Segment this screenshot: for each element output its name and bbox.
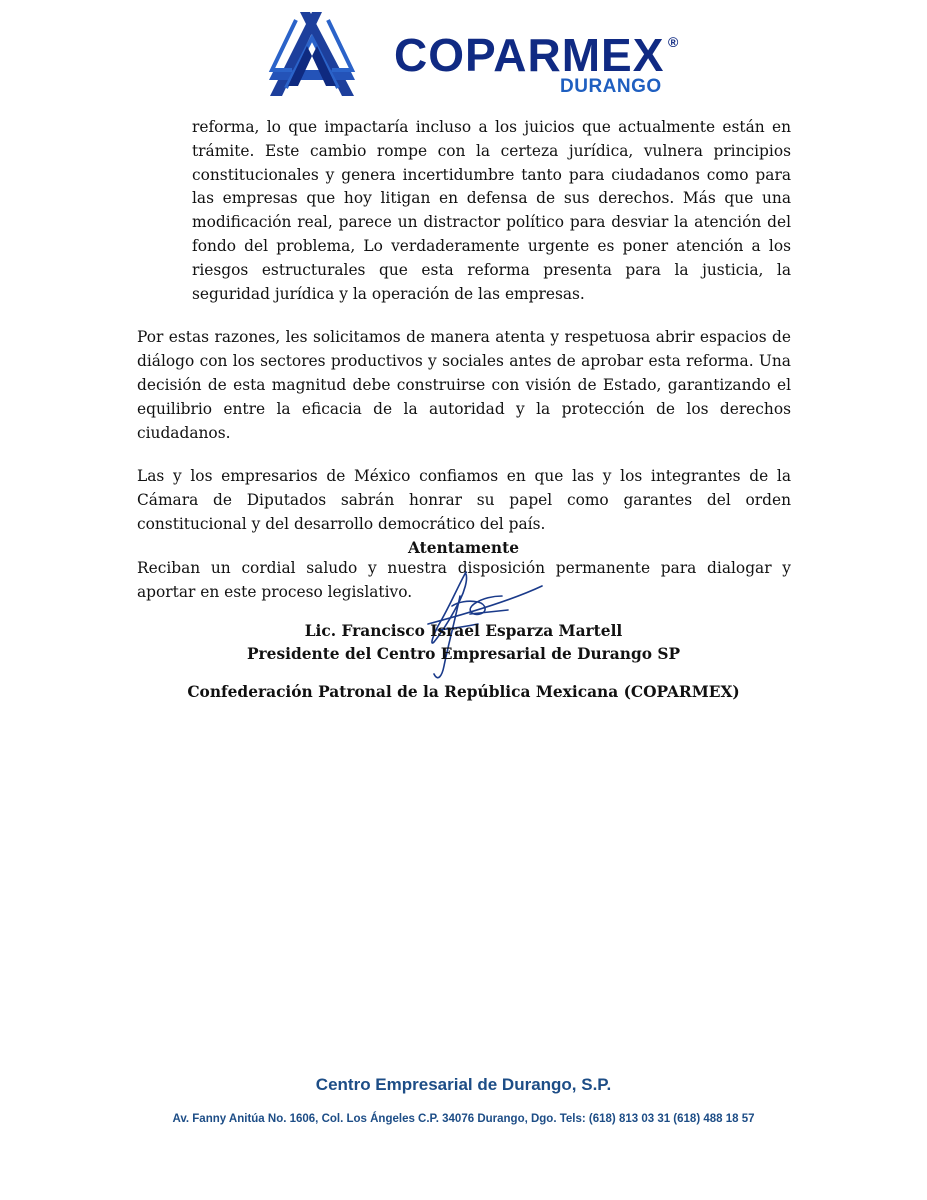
registered-mark: ®	[668, 34, 679, 50]
salutation: Atentamente	[407, 539, 519, 557]
paragraph-continued: reforma, lo que impactaría incluso a los juicios que actualmente están en trámite. Este cambio rompe con la certeza jurídica, vulnera principios constitucionales y genera incertidumbre tanto para ciudadanos como para las empresas que hoy litigan en defensa de sus derechos. Más que una modificación real, parece un distractor político para desviar la atención del fondo del problema, Lo verdaderamente urgente es poner atención a los riesgos estructurales que esta reforma presenta para la justicia, la seguridad jurídica y la operación de las empresas.	[192, 118, 791, 303]
coparmex-logo-icon	[262, 10, 362, 98]
footer-address: Av. Fanny Anitúa No. 1606, Col. Los Ángeles C.P. 34076 Durango, Dgo. Tels: (618) 813 03 31 (618) 488 18 57	[172, 1113, 755, 1125]
paragraph-request: Por estas razones, les solicitamos de manera atenta y respetuosa abrir espacios de diálogo con los sectores productivos y sociales antes de aprobar esta reforma. Una decisión de esta magnitud debe construirse con visión de Estado, garantizando el equilibrio entre la eficacia de la autoridad y la protección de los derechos ciudadanos.	[137, 328, 791, 442]
organization-name: Confederación Patronal de la República Mexicana (COPARMEX)	[187, 683, 740, 701]
paragraph-trust: Las y los empresarios de México confiamos en que las y los integrantes de la Cámara de Diputados sabrán honrar su papel como garantes del orden constitucional y del desarrollo democrático del país.	[137, 467, 791, 533]
letter-body	[137, 116, 791, 604]
letterhead	[262, 10, 692, 98]
signer-title: Presidente del Centro Empresarial de Durango SP	[246, 645, 681, 663]
brand-subtitle: DURANGO	[560, 76, 662, 97]
brand-name: COPARMEX	[394, 29, 665, 81]
signer-name: Lic. Francisco Israel Esparza Martell	[304, 622, 623, 640]
footer-title: Centro Empresarial de Durango, S.P.	[315, 1075, 612, 1094]
paragraph-farewell: Reciban un cordial saludo y nuestra disposición permanente para dialogar y aportar en este proceso legislativo.	[137, 558, 791, 601]
